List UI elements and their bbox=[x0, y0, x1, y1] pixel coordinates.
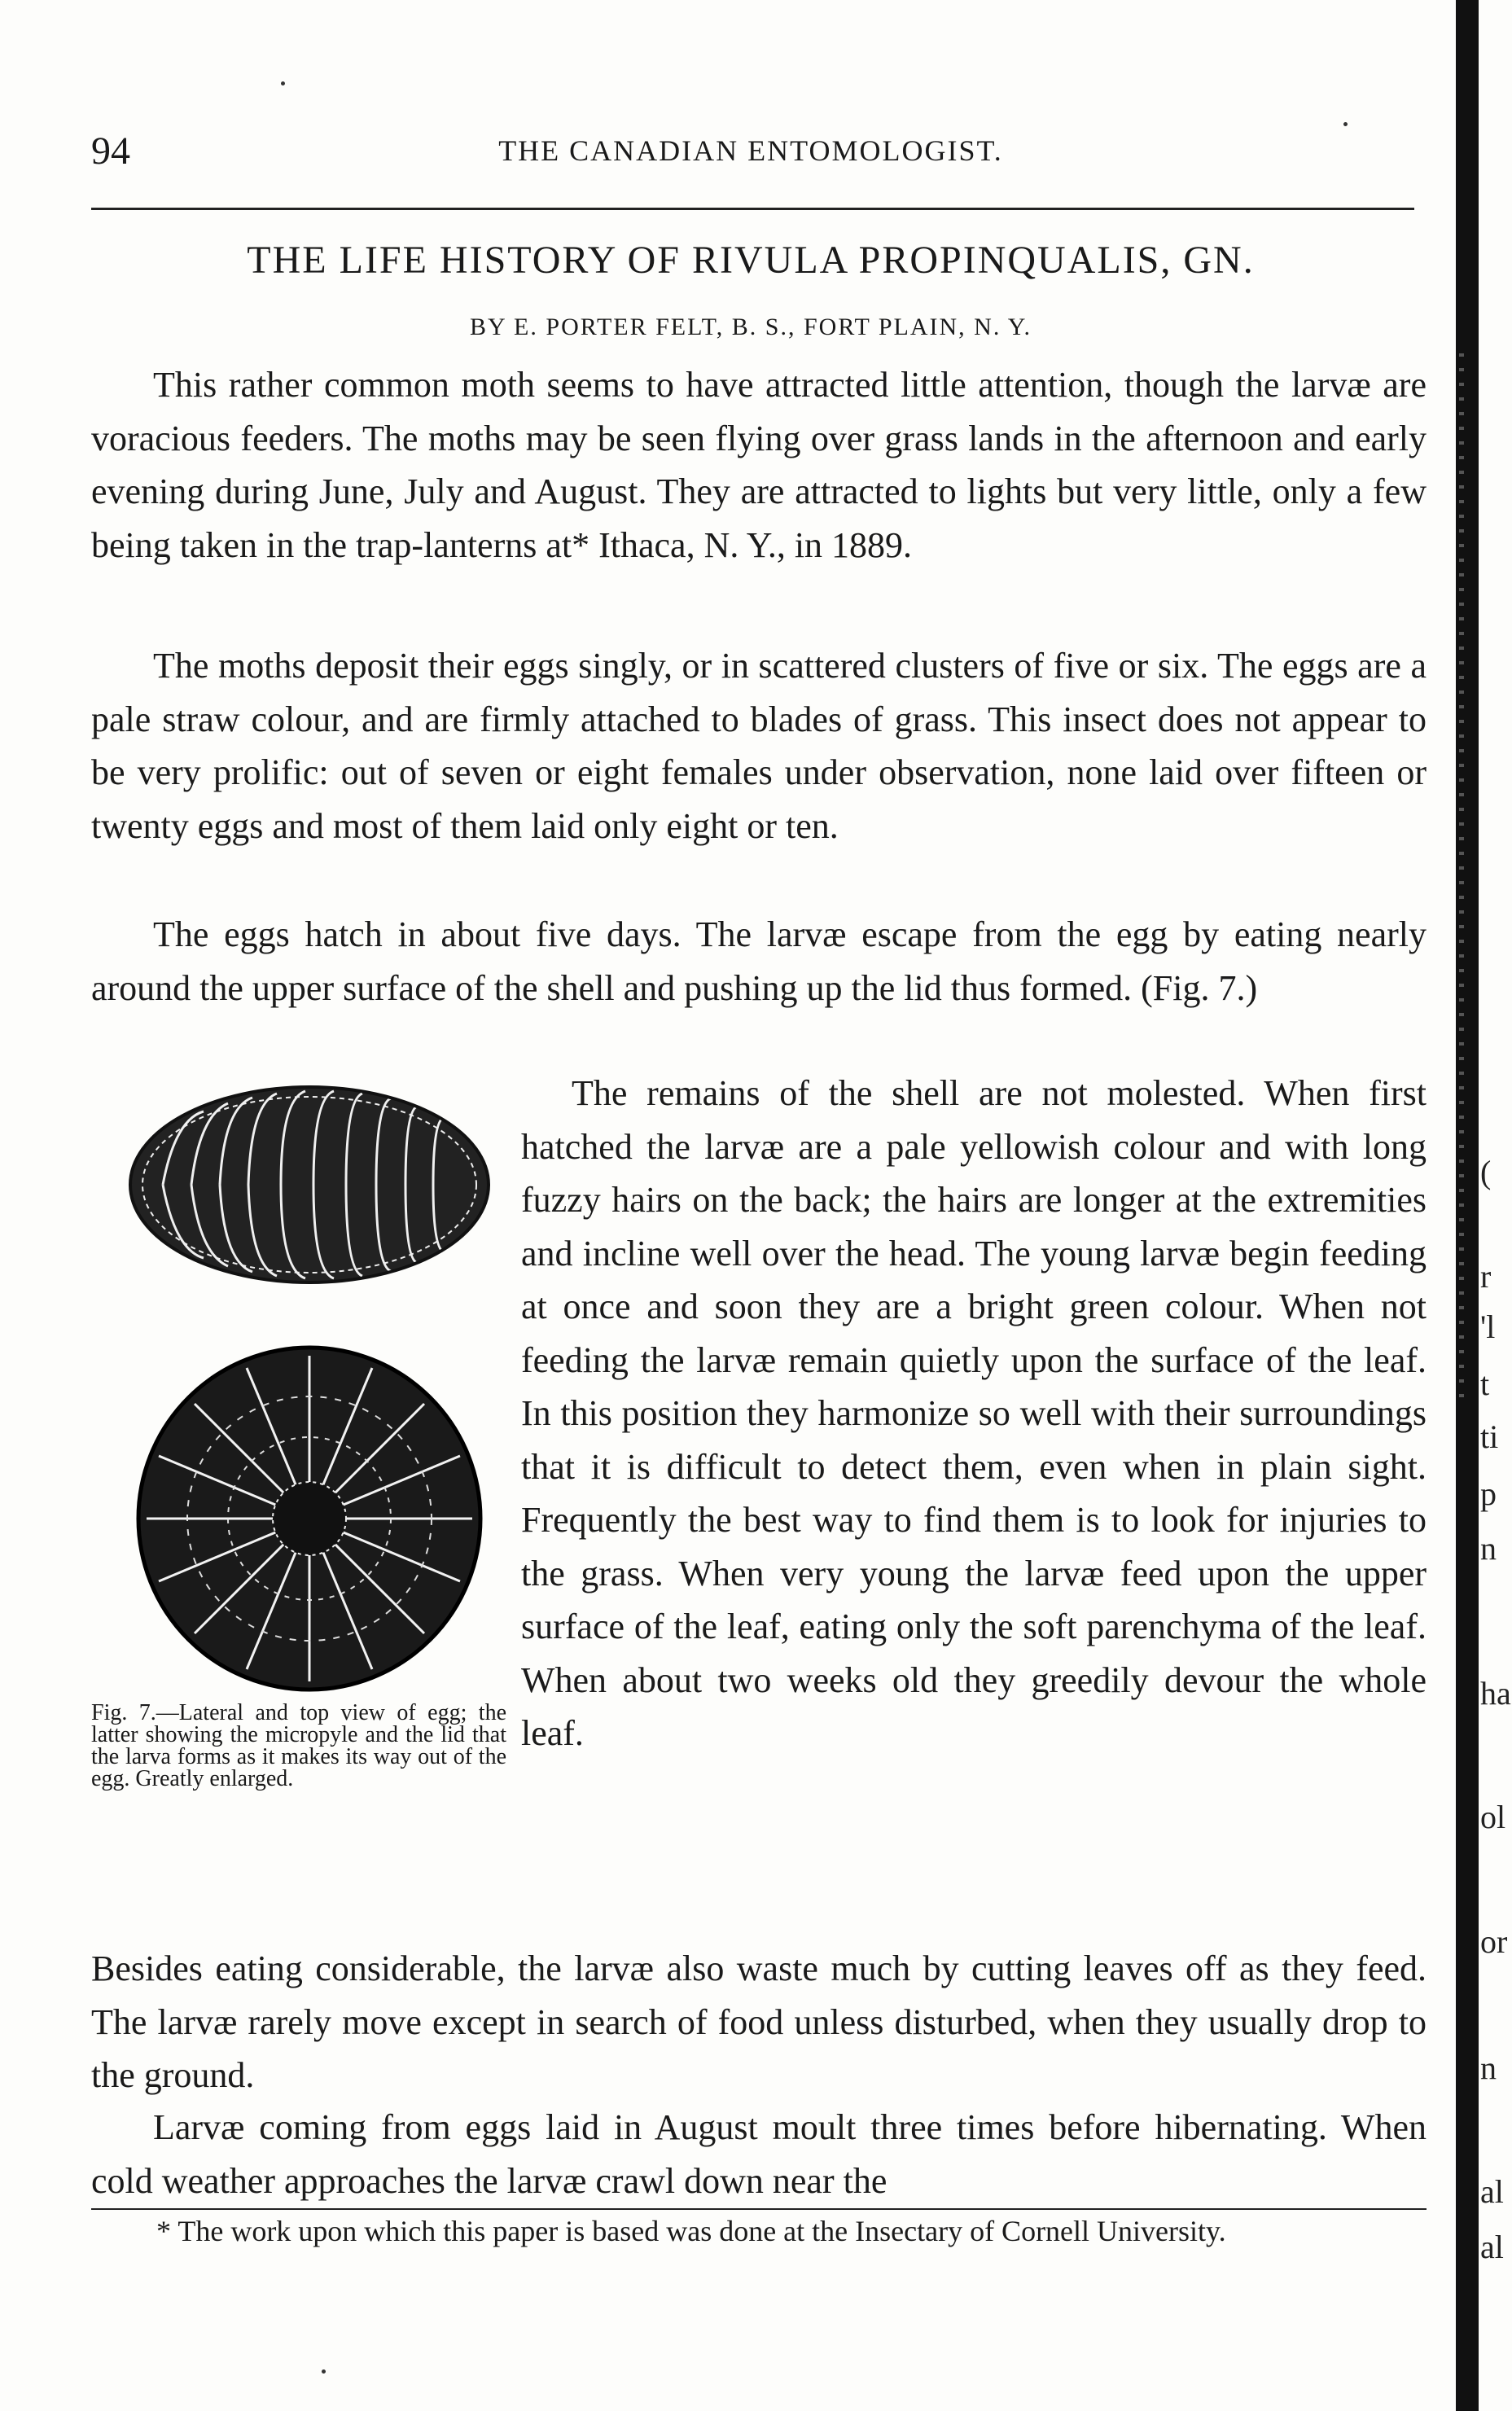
header-rule bbox=[91, 208, 1414, 210]
paragraph-1: This rather common moth seems to have attracted little attention, though the larvæ are voracious feeders. The moths may be seen flying over grass lands in the afternoon and early evening during June, July and August. They are attracted to lights but very little, only a few being taken in the trap-lanterns at* Ithaca, N. Y., in 1889. bbox=[91, 365, 1427, 565]
paragraph-5: Larvæ coming from eggs laid in August moult three times before hibernating. When cold weather approaches the larvæ crawl down near the bbox=[91, 2107, 1427, 2201]
scan-speck bbox=[281, 81, 285, 85]
figure-egg-illustration bbox=[114, 1071, 513, 1706]
article-byline: BY E. PORTER FELT, B. S., FORT PLAIN, N. Y. bbox=[470, 313, 1032, 340]
edge-fragment: n bbox=[1480, 1530, 1497, 1567]
edge-fragment: p bbox=[1480, 1475, 1497, 1512]
edge-fragment: al bbox=[1480, 2229, 1504, 2265]
edge-fragment: t bbox=[1480, 1366, 1490, 1402]
edge-fragment: 'l bbox=[1480, 1309, 1496, 1345]
footnote-rule bbox=[91, 2208, 1427, 2210]
edge-fragment: ha bbox=[1480, 1675, 1511, 1712]
adjacent-page-fragments bbox=[1480, 0, 1512, 2411]
paragraph-4-continued: Besides eating considerable, the larvæ also waste much by cutting leaves off as they feed. The larvæ rarely move except in search of food unless disturbed, when they usually drop to the ground. bbox=[91, 1949, 1427, 2095]
egg-illustration bbox=[114, 1071, 513, 1706]
page-header bbox=[91, 129, 1410, 178]
edge-fragment: or bbox=[1480, 1923, 1508, 1960]
edge-fragment: r bbox=[1480, 1258, 1492, 1295]
edge-fragment: ( bbox=[1480, 1154, 1492, 1190]
edge-fragment: n bbox=[1480, 2049, 1497, 2086]
paragraph-4-column: The remains of the shell are not molested. When first hatched the larvæ are a pale yellowish colour and with long fuzzy hairs on the back; the hairs are longer at the extremities and incline well over the head. The young larvæ begin feeding at once and soon they are a bright green colour. When not feeding the larvæ remain quietly upon the surface of the leaf. In this position they harmonize so well with their surroundings that it is difficult to detect them, even when in plain sight. Frequently the best way to find them is to look for injuries to the grass. When very young the larvæ feed upon the upper surface of the leaf, eating only the soft parenchyma of the leaf. When about two weeks old they greedily devour the whole leaf. bbox=[521, 1073, 1427, 1753]
edge-fragment: al bbox=[1480, 2173, 1504, 2210]
scan-speck bbox=[1343, 122, 1348, 126]
article-title: THE LIFE HISTORY OF RIVULA PROPINQUALIS, GN. bbox=[247, 239, 1255, 282]
figure-caption: Fig. 7.—Lateral and top view of egg; the latter showing the micropyle and the lid that the larva forms as it makes its way out of the egg. Greatly enlarged. bbox=[91, 1700, 506, 1791]
footnote: * The work upon which this paper is based was done at the Insectary of Cornell University. bbox=[156, 2215, 1226, 2247]
page-number: 94 bbox=[91, 129, 130, 173]
edge-fragment: ti bbox=[1480, 1418, 1499, 1455]
paragraph-3: The eggs hatch in about five days. The larvæ escape from the egg by eating nearly around the upper surface of the shell and pushing up the lid thus formed. (Fig. 7.) bbox=[91, 914, 1427, 1008]
running-head: THE CANADIAN ENTOMOLOGIST. bbox=[498, 134, 1003, 167]
egg-top-view bbox=[138, 1348, 480, 1690]
paragraph-2: The moths deposit their eggs singly, or in scattered clusters of five or six. The eggs are a pale straw colour, and are firmly attached to blades of grass. This insect does not appear to be very prolific: out of seven or eight females under observation, none laid over fifteen or twenty eggs and most of them laid only eight or ten. bbox=[91, 646, 1427, 846]
scan-edge-strip bbox=[1456, 0, 1479, 2411]
scan-speck bbox=[322, 2369, 326, 2374]
egg-lateral-view bbox=[130, 1087, 489, 1282]
edge-fragment: ol bbox=[1480, 1799, 1506, 1835]
